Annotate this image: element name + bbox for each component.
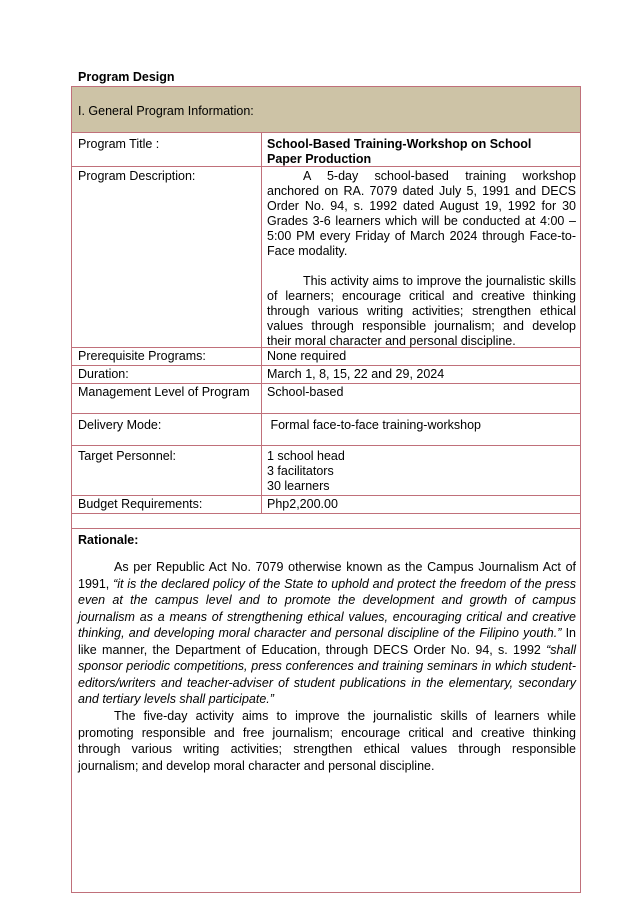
rationale-title: Rationale: bbox=[78, 533, 139, 547]
label-management-level: Management Level of Program bbox=[78, 385, 250, 399]
row-budget bbox=[72, 496, 580, 514]
row-delivery-mode bbox=[72, 414, 580, 446]
value-management-level: School-based bbox=[267, 385, 344, 399]
program-table bbox=[71, 86, 581, 893]
row-duration bbox=[72, 366, 580, 384]
row-program-title bbox=[72, 133, 580, 167]
label-program-title: Program Title : bbox=[78, 137, 160, 151]
value-delivery-mode: Formal face-to-face training-workshop bbox=[267, 418, 481, 432]
label-program-description: Program Description: bbox=[78, 169, 196, 183]
value-program-title: School-Based Training-Workshop on School Paper Production bbox=[267, 137, 532, 166]
rationale-paragraph-1: As per Republic Act No. 7079 otherwise known as the Campus Journalism Act of 1991, “it is the declared policy of the State to uphold and protect the freedom of the press even at the campus level and to promote the development and growth of campus journalism as a means of strengthening ethical values, encouraging critical and creative thinking, and developing moral character and personal discipline of the Filipino youth.” In like manner, the Department of Education, through DECS Order No. 94, s. 1992 “shall sponsor periodic competitions, press conferences and training seminars in which student-editors/writers and teacher-adviser of student publications in the elementary, secondary and tertiary levels shall participate.” bbox=[78, 560, 576, 706]
row-prerequisite bbox=[72, 348, 580, 366]
page-heading: Program Design bbox=[78, 70, 175, 84]
value-program-description: A 5-day school-based training workshop anchored on RA. 7079 dated July 5, 1991 and DECS Order No. 94, s. 1992 dated August 19, 1992 for 30 Grades 3-6 learners which will be conducted at 4:00 – 5:00 PM every Friday of March 2024 through Face-to-Face modality. This activity aims to improve the journalistic skills of learners; encourage critical and creative thinking through various writing activities; strengthen ethical values through responsible journalism; and develop their moral character and personal discipline. bbox=[267, 169, 576, 348]
value-duration: March 1, 8, 15, 22 and 29, 2024 bbox=[267, 367, 445, 381]
row-management-level bbox=[72, 384, 580, 414]
value-budget: Php2,200.00 bbox=[267, 497, 338, 511]
row-spacer bbox=[72, 514, 580, 529]
value-prerequisite: None required bbox=[267, 349, 347, 363]
row-target-personnel bbox=[72, 446, 580, 496]
row-program-description bbox=[72, 167, 580, 348]
label-target-personnel: Target Personnel: bbox=[78, 449, 176, 463]
section-title: I. General Program Information: bbox=[78, 104, 254, 118]
label-prerequisite: Prerequisite Programs: bbox=[78, 349, 206, 363]
label-duration: Duration: bbox=[78, 367, 129, 381]
rationale-paragraph-2: The five-day activity aims to improve the journalistic skills of learners while promoting responsible and free journalism; encourage critical and creative thinking through various writing activities; strengthen ethical values through responsible journalism; and develop moral character and personal discipline. bbox=[78, 709, 576, 773]
section-header bbox=[72, 87, 580, 133]
label-delivery-mode: Delivery Mode: bbox=[78, 418, 162, 432]
value-target-personnel: 1 school head 3 facilitators 30 learners bbox=[267, 449, 345, 493]
label-budget: Budget Requirements: bbox=[78, 497, 203, 511]
